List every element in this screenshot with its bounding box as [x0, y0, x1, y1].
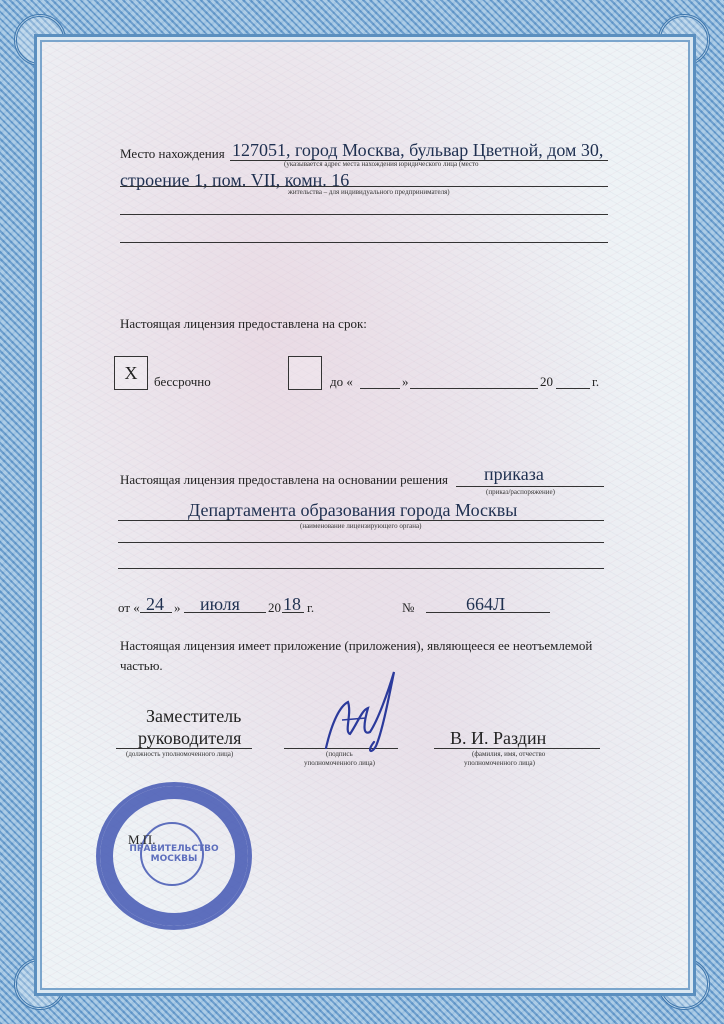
order-year-line: [282, 612, 304, 613]
until-label: до «: [330, 374, 353, 389]
order-from-label: от «: [118, 600, 140, 615]
until-year-prefix: 20: [540, 374, 553, 389]
until-year-line: [556, 388, 590, 389]
name-hint-2: уполномоченного лица): [464, 759, 535, 767]
until-month-line: [410, 388, 538, 389]
signer-position-line-2: руководителя: [138, 728, 242, 748]
appendix-text-2: частью.: [120, 658, 163, 673]
order-month-line: [184, 612, 266, 613]
handwritten-signature: [318, 662, 402, 762]
official-seal: [96, 782, 252, 930]
address-label: Место нахождения: [120, 146, 225, 161]
address-underline-2: [120, 186, 608, 187]
signature-hint-1: (подпись: [326, 750, 353, 758]
unlimited-checkbox[interactable]: [114, 356, 148, 390]
until-quote-close: »: [402, 374, 409, 389]
authority-name: Департамента образования города Москвы: [188, 500, 518, 520]
name-hint-1: (фамилия, имя, отчество: [472, 750, 546, 758]
address-line-1: 127051, город Москва, бульвар Цветной, дом 30,: [232, 140, 604, 160]
basis-label: Настоящая лицензия предоставлена на основании решения: [120, 472, 449, 487]
unlimited-label: бессрочно: [154, 374, 211, 389]
authority-underline-1: [118, 520, 604, 521]
order-year-prefix: 20: [268, 600, 281, 615]
signature-hint-2: уполномоченного лица): [304, 759, 375, 767]
signer-name: В. И. Раздин: [450, 728, 547, 748]
seal-text: ПРАВИТЕЛЬСТВО МОСКВЫ: [129, 844, 219, 864]
address-hint-2: жительства – для индивидуального предпринимателя): [288, 188, 450, 196]
name-underline: [434, 748, 600, 749]
until-year-suffix: г.: [592, 374, 600, 389]
signer-position-line-1: Заместитель: [146, 706, 242, 726]
appendix-text-1: Настоящая лицензия имеет приложение (приложения), являющееся ее неотъемлемой: [120, 638, 593, 653]
checkbox-mark: X: [124, 362, 138, 383]
term-label: Настоящая лицензия предоставлена на срок:: [120, 316, 367, 331]
order-day-line: [140, 612, 172, 613]
basis-hint: (приказ/распоряжение): [486, 488, 555, 496]
authority-hint: (наименование лицензирующего органа): [300, 522, 422, 530]
address-underline-3: [120, 214, 608, 215]
until-date-checkbox[interactable]: [288, 356, 322, 390]
order-number: 664Л: [466, 594, 506, 614]
authority-underline-2: [118, 542, 604, 543]
address-hint-1: (указывается адрес места нахождения юридического лица (место: [284, 160, 479, 168]
position-hint: (должность уполномоченного лица): [126, 750, 234, 758]
position-underline: [116, 748, 252, 749]
basis-value: приказа: [484, 464, 544, 484]
order-quote-close: »: [174, 600, 181, 615]
order-day: 24: [146, 594, 164, 614]
until-day-line: [360, 388, 400, 389]
address-line-2: строение 1, пом. VII, комн. 16: [120, 170, 350, 190]
basis-underline: [456, 486, 604, 487]
address-underline-4: [120, 242, 608, 243]
order-month: июля: [200, 594, 240, 614]
seal-place-label: М.П.: [128, 832, 156, 847]
order-number-line: [426, 612, 550, 613]
order-year-suffix: г.: [307, 600, 315, 615]
order-number-label: №: [402, 600, 415, 615]
authority-underline-3: [118, 568, 604, 569]
order-year: 18: [283, 594, 301, 614]
